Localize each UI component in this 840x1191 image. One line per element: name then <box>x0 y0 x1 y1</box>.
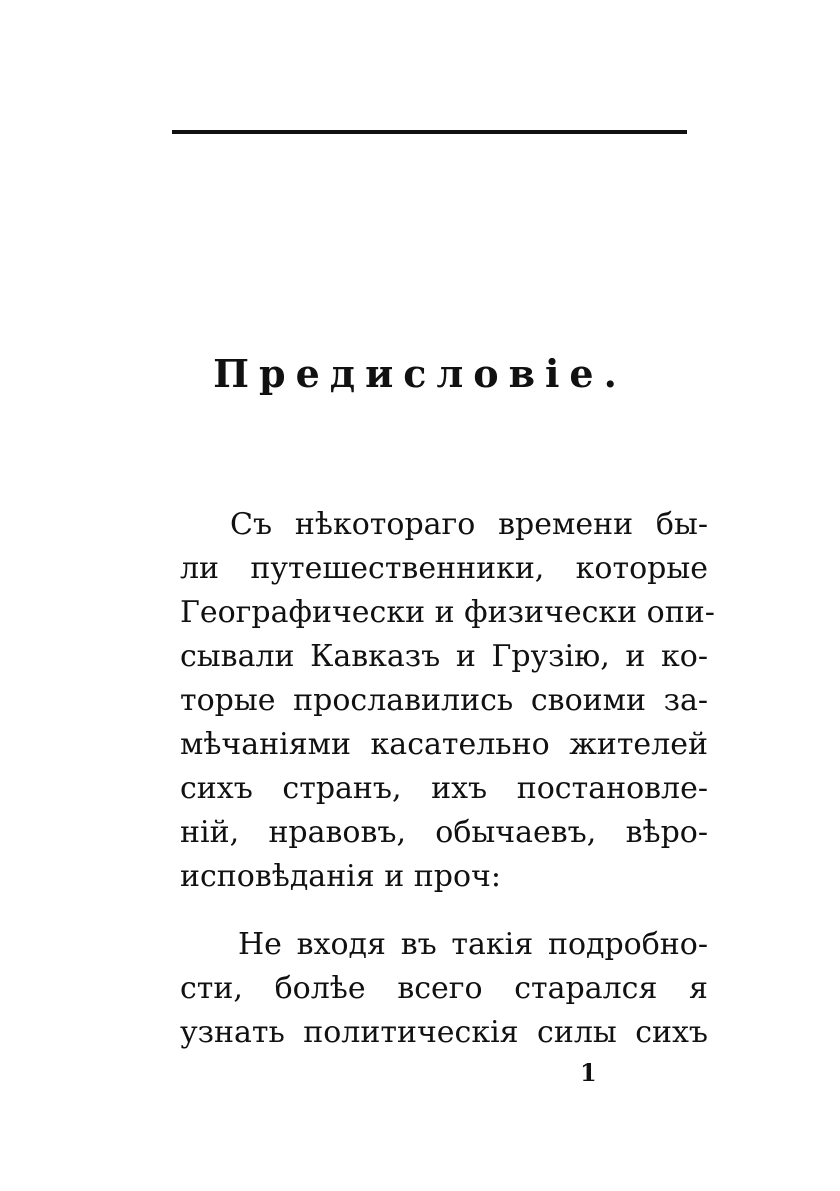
page-heading: Предисловіе. <box>213 351 627 396</box>
text-line: Географически и физически опи- <box>180 595 715 630</box>
page-folio: 1 <box>580 1058 597 1087</box>
text-line: узнать политическія силы сихъ <box>180 1015 708 1050</box>
text-line: исповѣданія и проч: <box>180 859 501 894</box>
text-line: сихъ странъ, ихъ постановле- <box>180 771 708 806</box>
text-line: сывали Кавказъ и Грузію, и ко- <box>180 639 708 674</box>
text-line: сти, болѣе всего старался я <box>180 971 708 1006</box>
text-line: Не входя въ такія подробно- <box>238 927 708 962</box>
text-line: ли путешественники, которые <box>180 551 708 586</box>
text-line: ній, нравовъ, обычаевъ, вѣро- <box>180 815 708 850</box>
text-line: торые прославились своими за- <box>180 683 708 718</box>
text-line: Съ нѣкотораго времени бы- <box>230 507 708 542</box>
top-rule <box>172 130 687 134</box>
text-line: мѣчаніями касательно жителей <box>180 727 708 762</box>
